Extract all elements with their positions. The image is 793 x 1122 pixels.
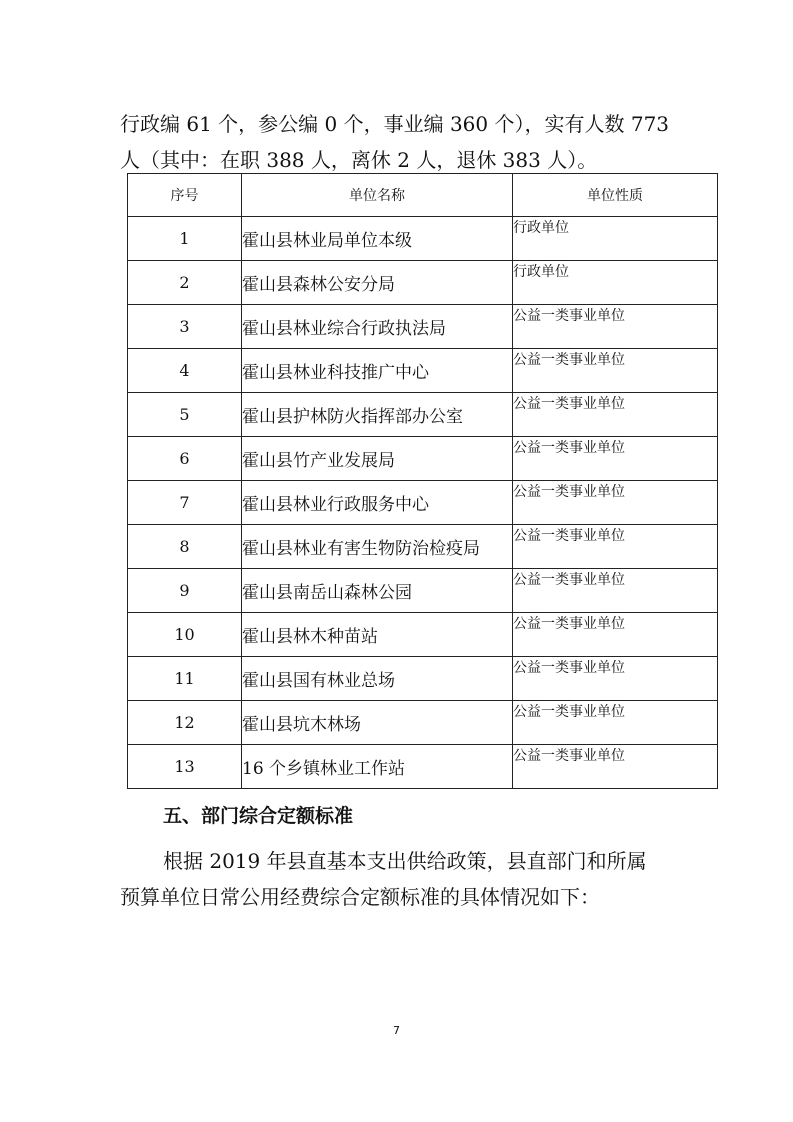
table-row <box>128 349 718 393</box>
section-heading: 五、部门综合定额标准 <box>163 805 354 827</box>
row-unit-name: 霍山县竹产业发展局 <box>242 437 513 481</box>
row-unit-name: 霍山县国有林业总场 <box>242 657 513 701</box>
row-serial: 6 <box>128 437 242 481</box>
row-unit-name: 霍山县林业行政服务中心 <box>242 481 513 525</box>
row-unit-name: 16 个乡镇林业工作站 <box>242 745 513 789</box>
row-serial: 2 <box>128 261 242 305</box>
row-unit-type: 公益一类事业单位 <box>513 569 718 613</box>
section-line-2: 预算单位日常公用经费综合定额标准的具体情况如下： <box>120 885 600 909</box>
row-unit-type: 公益一类事业单位 <box>513 305 718 349</box>
row-serial: 11 <box>128 657 242 701</box>
row-unit-name: 霍山县林业科技推广中心 <box>242 349 513 393</box>
row-unit-type: 公益一类事业单位 <box>513 701 718 745</box>
row-unit-type: 公益一类事业单位 <box>513 393 718 437</box>
header-serial: 序号 <box>128 174 242 217</box>
row-unit-type: 公益一类事业单位 <box>513 525 718 569</box>
row-unit-name: 霍山县森林公安分局 <box>242 261 513 305</box>
table-row <box>128 525 718 569</box>
row-unit-name: 霍山县林木种苗站 <box>242 613 513 657</box>
row-unit-type: 行政单位 <box>513 261 718 305</box>
row-unit-type: 公益一类事业单位 <box>513 657 718 701</box>
row-unit-type: 公益一类事业单位 <box>513 437 718 481</box>
row-serial: 9 <box>128 569 242 613</box>
row-unit-name: 霍山县林业综合行政执法局 <box>242 305 513 349</box>
table-row <box>128 437 718 481</box>
table-row <box>128 217 718 261</box>
table-row <box>128 701 718 745</box>
page-number: 7 <box>393 1024 400 1037</box>
table-header-row <box>128 174 718 217</box>
row-unit-type: 公益一类事业单位 <box>513 613 718 657</box>
table-row <box>128 481 718 525</box>
table-row <box>128 569 718 613</box>
row-serial: 4 <box>128 349 242 393</box>
row-serial: 1 <box>128 217 242 261</box>
row-unit-name: 霍山县护林防火指挥部办公室 <box>242 393 513 437</box>
row-unit-type: 公益一类事业单位 <box>513 481 718 525</box>
units-table <box>127 173 718 789</box>
intro-line-1: 行政编 61 个，参公编 0 个，事业编 360 个），实有人数 773 <box>120 112 670 136</box>
row-serial: 10 <box>128 613 242 657</box>
table-row <box>128 657 718 701</box>
row-unit-type: 公益一类事业单位 <box>513 745 718 789</box>
header-unit-type: 单位性质 <box>513 174 718 217</box>
row-serial: 7 <box>128 481 242 525</box>
row-serial: 3 <box>128 305 242 349</box>
table-row <box>128 305 718 349</box>
row-serial: 13 <box>128 745 242 789</box>
table-row <box>128 393 718 437</box>
row-unit-name: 霍山县林业有害生物防治检疫局 <box>242 525 513 569</box>
intro-line-2: 人（其中：在职 388 人，离休 2 人，退休 383 人）。 <box>120 148 598 172</box>
table-row <box>128 613 718 657</box>
row-serial: 5 <box>128 393 242 437</box>
row-unit-name: 霍山县林业局单位本级 <box>242 217 513 261</box>
row-unit-type: 公益一类事业单位 <box>513 349 718 393</box>
row-unit-type: 行政单位 <box>513 217 718 261</box>
row-unit-name: 霍山县坑木林场 <box>242 701 513 745</box>
row-serial: 8 <box>128 525 242 569</box>
row-serial: 12 <box>128 701 242 745</box>
section-line-1: 根据 2019 年县直基本支出供给政策，县直部门和所属 <box>163 849 647 873</box>
header-unit-name: 单位名称 <box>242 174 513 217</box>
table-row <box>128 745 718 789</box>
table-row <box>128 261 718 305</box>
row-unit-name: 霍山县南岳山森林公园 <box>242 569 513 613</box>
